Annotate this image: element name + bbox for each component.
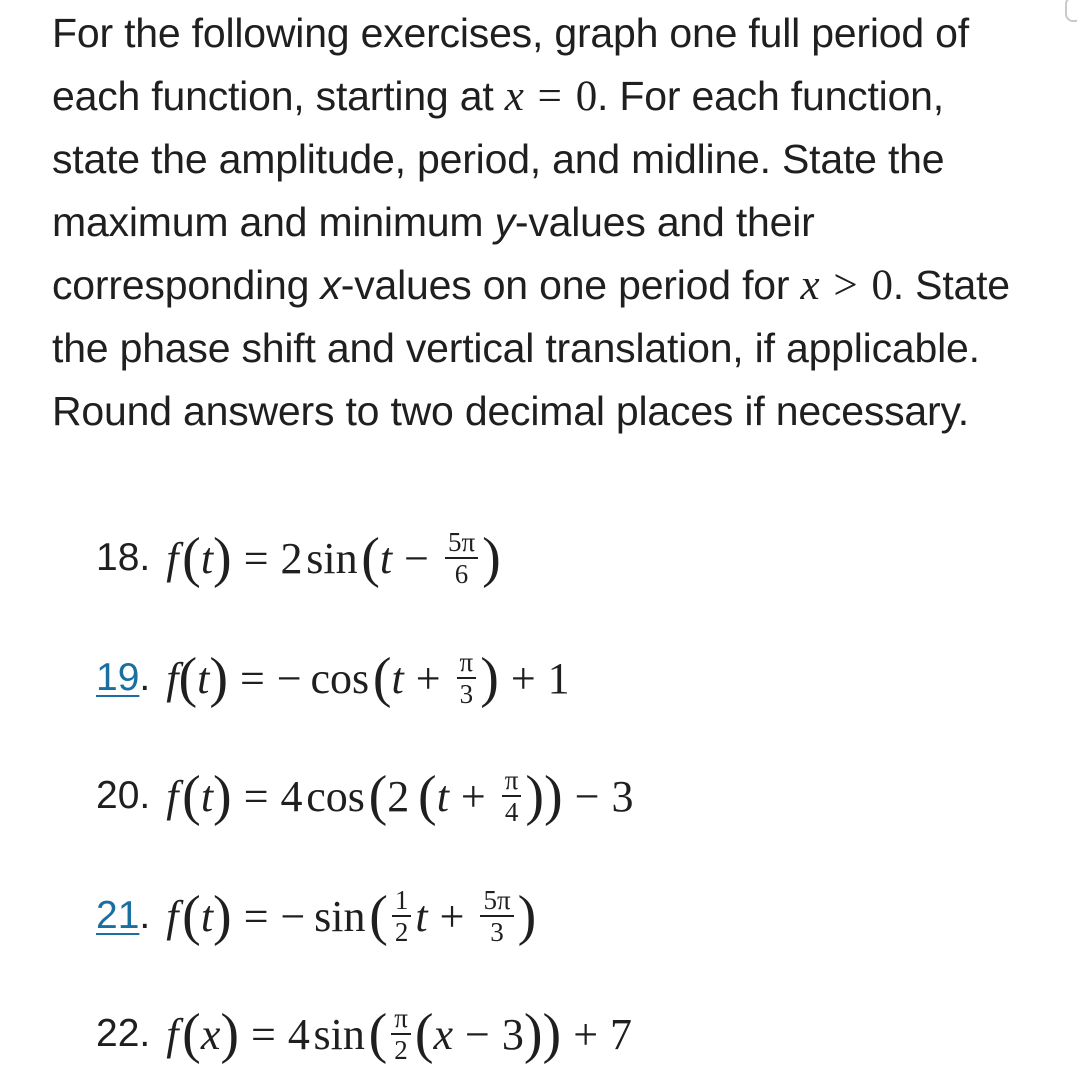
- fraction: $\frac{1}{2}$: [392, 886, 412, 947]
- exercise-formula: f ( t ) = 4 cos ( 2 ( t + $\frac{\pi}{4}$ ) ) − 3: [166, 764, 634, 827]
- exercise-19: [96, 638, 570, 718]
- exercise-number: 22.: [96, 1012, 151, 1055]
- scrollbar-edge: [1065, 0, 1077, 22]
- exercise-number: 20.: [96, 774, 151, 817]
- exercise-formula: f ( t ) = − sin ( $\frac{1}{2}$ t + $\frac{5\pi}{3}$ ): [166, 884, 537, 947]
- math-x: x: [504, 73, 524, 120]
- fraction: $\frac{5\pi}{6}$: [445, 528, 478, 589]
- exercise-number: 19.: [96, 656, 151, 699]
- instructions-paragraph: For the following exercises, graph one full period of each function, starting at x = 0. For each function, state the amplitude, period, and midline. State the maximum and minimum y-values and their corresponding x-values on one period for x > 0. State the phase shift and vertical translation, if applicable. Round answers to two decimal places if necessary.: [52, 10, 1010, 434]
- exercise-22: [96, 994, 632, 1074]
- exercise-formula: f ( x ) = 4 sin ( $\frac{\pi}{2}$ ( x − 3 ) ) + 7: [166, 1002, 633, 1065]
- exercise-18: [96, 518, 501, 598]
- exercise-20: [96, 756, 634, 836]
- fraction: $\frac{5\pi}{3}$: [480, 886, 513, 947]
- exercise-number: 21.: [96, 894, 151, 937]
- fraction: $\frac{\pi}{2}$: [391, 1004, 411, 1065]
- fraction: $\frac{\pi}{4}$: [502, 766, 522, 827]
- exercise-21-link[interactable]: 21: [96, 894, 140, 937]
- exercise-19-link[interactable]: 19: [96, 656, 140, 699]
- exercise-number: 18.: [96, 536, 151, 579]
- exercise-formula: f ( t ) = − cos ( t + $\frac{\pi}{3}$ ) + 1: [166, 646, 570, 709]
- fraction: $\frac{\pi}{3}$: [457, 648, 477, 709]
- exercise-formula: f ( t ) = 2 sin ( t − $\frac{5\pi}{6}$ ): [166, 526, 501, 589]
- exercise-21: [96, 876, 536, 956]
